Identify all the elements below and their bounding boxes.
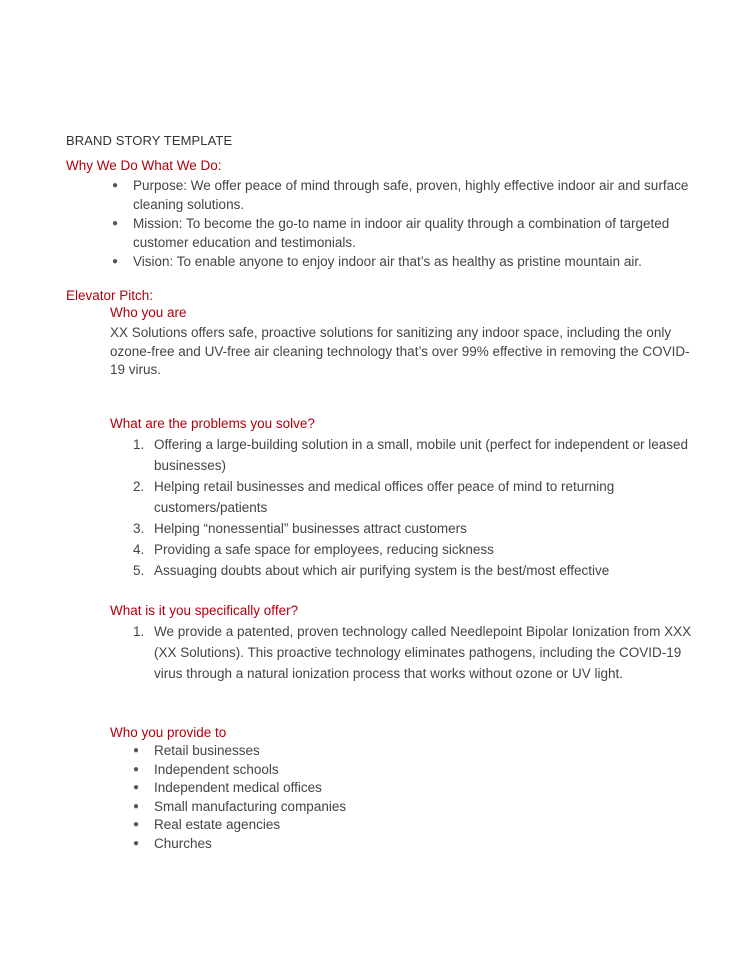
list-number: 4. bbox=[133, 542, 145, 557]
list-item bbox=[133, 835, 554, 854]
bullet-icon: ● bbox=[133, 782, 140, 793]
vision-text: Vision: To enable anyone to enjoy indoor air that’s as healthy as pristine mountain air. bbox=[133, 254, 642, 269]
list-item bbox=[133, 779, 554, 798]
problem-text: Providing a safe space for employees, reducing sickness bbox=[154, 542, 494, 557]
audience-text: Retail businesses bbox=[154, 743, 260, 758]
problem-text: Helping retail businesses and medical offices offer peace of mind to returning customers/patients bbox=[154, 479, 615, 515]
list-item bbox=[133, 816, 554, 835]
list-item bbox=[133, 518, 694, 539]
list-number: 1. bbox=[133, 624, 145, 639]
audience-text: Real estate agencies bbox=[154, 817, 281, 832]
list-item bbox=[133, 476, 694, 518]
list-item bbox=[133, 434, 694, 476]
bullet-icon: ● bbox=[133, 800, 140, 812]
audience-text: Independent medical offices bbox=[154, 780, 322, 795]
bullet-icon: ● bbox=[133, 763, 140, 775]
purpose-text: Purpose: We offer peace of mind through safe, proven, highly effective indoor air and surface cleaning solutions. bbox=[133, 178, 689, 212]
who-you-are-text: XX Solutions offers safe, proactive solutions for sanitizing any indoor space, including the only ozone-free and UV-free air cleaning technology that’s over 99% effective in removing the COVID-19 virus. bbox=[110, 325, 690, 377]
list-item bbox=[112, 177, 693, 214]
list-number: 1. bbox=[133, 437, 145, 452]
list-item bbox=[133, 761, 554, 780]
offer-text: We provide a patented, proven technology called Needlepoint Bipolar Ionization from XXX (XX Solutions). This proactive technology eliminates pathogens, including the COVID-19 virus through a natural ionization process that works without ozone or UV light. bbox=[154, 624, 692, 681]
audience-text: Small manufacturing companies bbox=[154, 798, 347, 814]
bullet-icon: ● bbox=[133, 819, 140, 830]
audience-text: Independent schools bbox=[154, 761, 279, 777]
list-item bbox=[133, 798, 554, 817]
problem-text: Helping “nonessential” businesses attract customers bbox=[154, 521, 467, 536]
bullet-icon: ● bbox=[112, 218, 119, 229]
problems-heading: What are the problems you solve? bbox=[110, 416, 315, 431]
problem-text: Offering a large-building solution in a small, mobile unit (perfect for independent or leased businesses) bbox=[154, 437, 689, 473]
bullet-icon: ● bbox=[112, 180, 119, 191]
list-number: 5. bbox=[133, 563, 145, 578]
audience-text: Churches bbox=[154, 835, 212, 851]
list-number: 2. bbox=[133, 479, 145, 494]
why-heading: Why We Do What We Do: bbox=[66, 158, 222, 173]
mission-text: Mission: To become the go-to name in indoor air quality through a combination of targeted customer education and testimonials. bbox=[133, 216, 670, 250]
who-you-are-heading: Who you are bbox=[110, 305, 187, 320]
problem-text: Assuaging doubts about which air purifying system is the best/most effective bbox=[154, 563, 610, 578]
list-item bbox=[112, 253, 693, 272]
problems-list bbox=[133, 434, 694, 581]
list-number: 3. bbox=[133, 521, 145, 536]
bullet-icon: ● bbox=[112, 256, 119, 267]
list-item bbox=[133, 742, 554, 761]
bullet-icon: ● bbox=[133, 745, 140, 756]
document-title: BRAND STORY TEMPLATE bbox=[66, 133, 233, 148]
list-item bbox=[112, 215, 693, 252]
why-list bbox=[112, 177, 693, 273]
list-item bbox=[133, 539, 694, 560]
list-item bbox=[133, 621, 694, 684]
list-item bbox=[133, 560, 694, 581]
provide-to-heading: Who you provide to bbox=[110, 725, 227, 740]
elevator-pitch-heading: Elevator Pitch: bbox=[66, 288, 154, 303]
offer-heading: What is it you specifically offer? bbox=[110, 603, 299, 618]
offer-list bbox=[133, 621, 694, 684]
provide-to-list bbox=[133, 742, 554, 853]
bullet-icon: ● bbox=[133, 837, 140, 849]
